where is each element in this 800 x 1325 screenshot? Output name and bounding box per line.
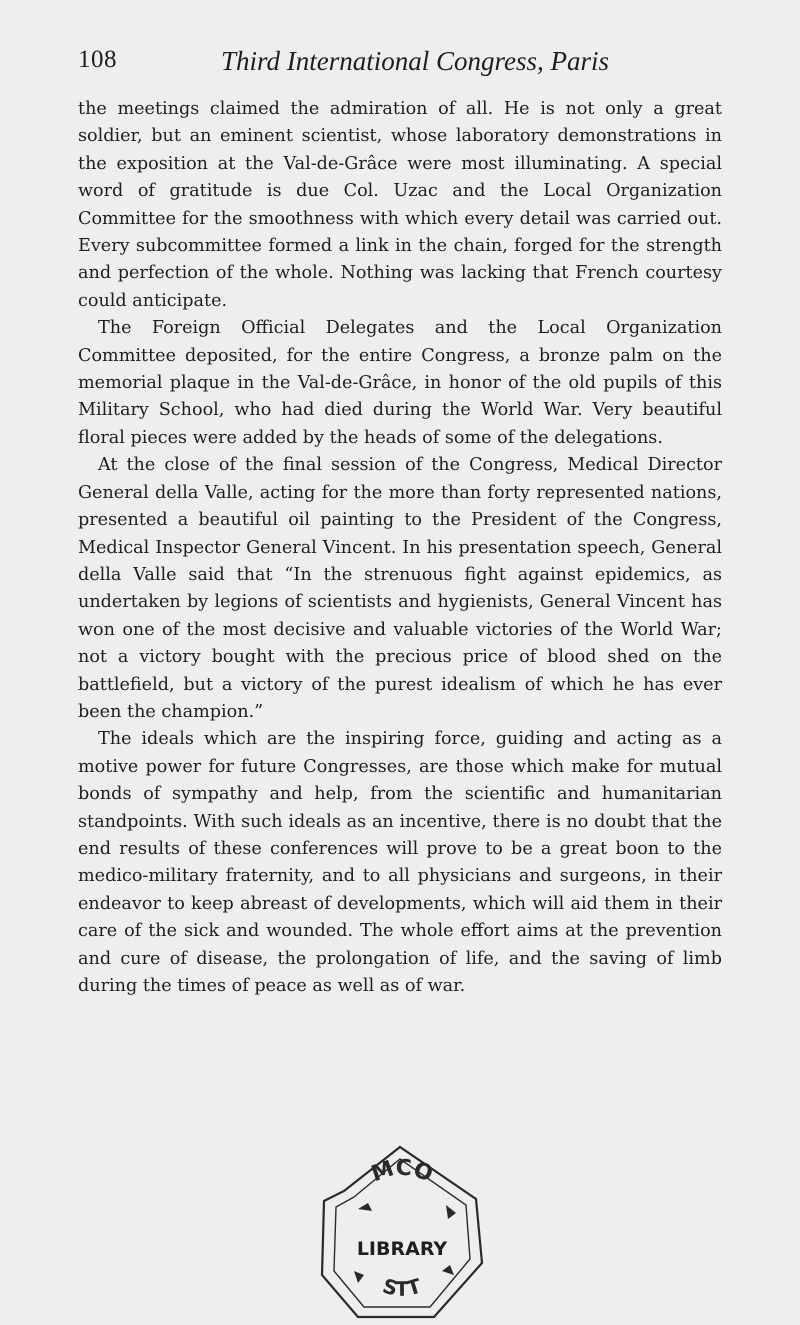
page-number: 108 [78, 46, 117, 73]
library-stamp-icon [314, 1145, 486, 1319]
stamp-bottom-text: STT [379, 1273, 425, 1301]
body-text [78, 96, 722, 1000]
stamp-ornament-right [446, 1205, 456, 1219]
stamp-top-text: MCO [368, 1155, 437, 1188]
stamp-ornament-left [358, 1203, 372, 1211]
paragraph-ideals: The ideals which are the inspiring force, guiding and acting as a motive power for future Congresses, are those which make for mutual bonds of sympathy and help, from the scientific and humanitarian standpoints. With such ideals as an incentive, there is no doubt that the end results of these conferences will prove to be a great boon to the medico-military fraternity, and to all physicians and surgeons, in their endeavor to keep abreast of developments, which will aid them in their care of the sick and wounded. The whole effort aims at the prevention and cure of disease, the prolongation of life, and the saving of limb during the times of peace as well as of war. [78, 729, 722, 996]
library-stamp [314, 1145, 486, 1319]
stamp-label: LIBRARY [356, 1238, 448, 1260]
paragraph-continuation: the meetings claimed the admiration of all. He is not only a great soldier, but an eminent scientist, whose laboratory demonstrations in the exposition at the Val-de-Grâce were most illuminating. A special word of gratitude is due Col. Uzac and the Local Organization Committee for the smoothness with which every detail was carried out. Every subcommittee formed a link in the chain, forged for the strength and perfection of the whole. Nothing was lacking that French courtesy could anticipate. [78, 99, 722, 311]
stamp-ornament-bottom-left [354, 1271, 364, 1283]
paragraph-closing-session: At the close of the final session of the Congress, Medical Director General della Valle, acting for the more than forty represented nations, presented a beautiful oil painting to the President of the Congress, Medical Inspector General Vincent. In his presentation speech, General della Valle said that “In the strenuous fight against epidemics, as undertaken by legions of scientists and hygienists, General Vincent has won one of the most decisive and valuable victories of the World War; not a victory bought with the precious price of blood shed on the battlefield, but a victory of the purest idealism of which he has ever been the champion.” [78, 455, 722, 722]
stamp-ornament-bottom-right [442, 1265, 454, 1275]
running-head [78, 46, 728, 82]
paragraph-bronze-palm: The Foreign Official Delegates and the Local Organization Committee deposited, for the entire Congress, a bronze palm on the memorial plaque in the Val-de-Grâce, in honor of the old pupils of this Military School, who had died during the World War. Very beautiful floral pieces were added by the heads of some of the delegations. [78, 318, 722, 448]
running-title: Third International Congress, Paris [221, 46, 610, 76]
